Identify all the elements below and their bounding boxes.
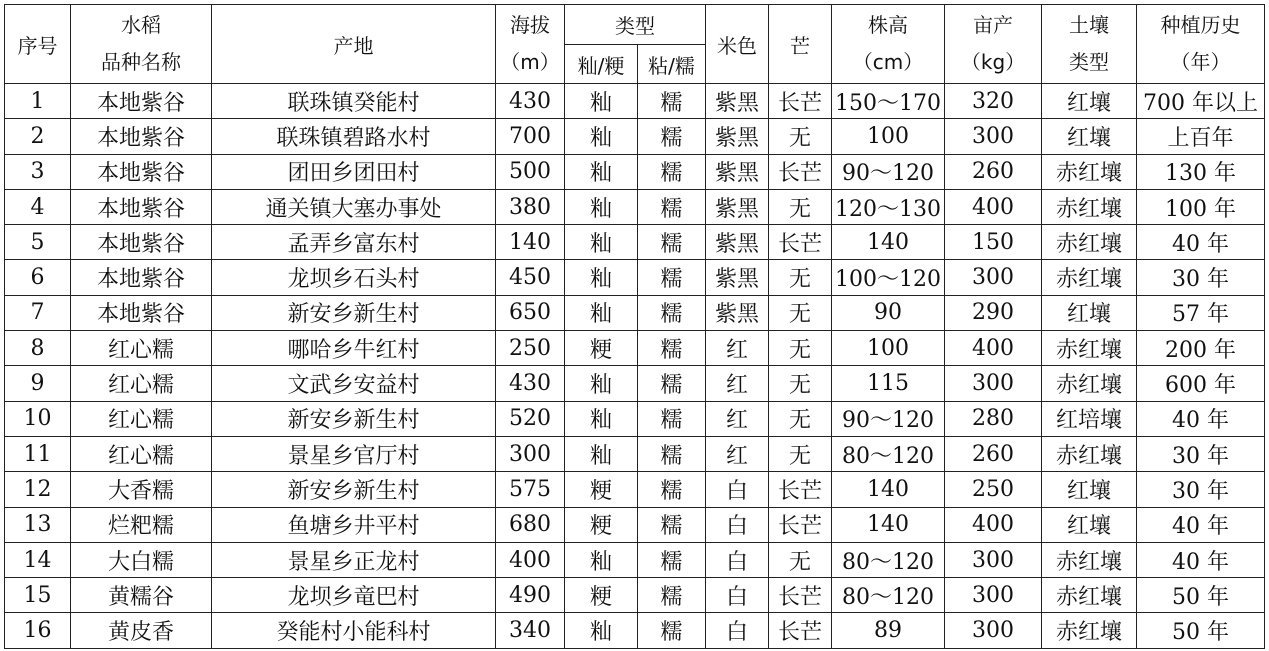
- cell-soil-type: 赤红壤: [1042, 578, 1137, 613]
- cell-origin: 孟弄乡富东村: [212, 225, 496, 260]
- cell-index: 1: [5, 84, 71, 119]
- cell-altitude: 520: [496, 401, 565, 436]
- cell-awn: 无: [769, 189, 832, 224]
- header-color: 米色: [706, 5, 769, 84]
- cell-variety: 大香糯: [71, 472, 212, 507]
- cell-soil-type: 赤红壤: [1042, 225, 1137, 260]
- cell-planting-history: 700 年以上: [1137, 84, 1265, 119]
- cell-yield: 280: [945, 401, 1042, 436]
- cell-yield: 150: [945, 225, 1042, 260]
- cell-variety: 红心糯: [71, 436, 212, 471]
- cell-sticky: 糯: [638, 331, 706, 366]
- cell-awn: 长芒: [769, 225, 832, 260]
- cell-indica-japonica: 籼: [565, 436, 638, 471]
- header-altitude-line1: 海拔: [510, 13, 550, 37]
- cell-origin: 联珠镇癸能村: [212, 84, 496, 119]
- cell-indica-japonica: 籼: [565, 225, 638, 260]
- cell-sticky: 糯: [638, 507, 706, 542]
- table-row: [5, 119, 1265, 154]
- cell-rice-color: 白: [706, 472, 769, 507]
- cell-awn: 无: [769, 401, 832, 436]
- header-awn: 芒: [769, 5, 832, 84]
- header-history-line1: 种植历史: [1160, 13, 1241, 37]
- cell-yield: 260: [945, 154, 1042, 189]
- cell-variety: 本地紫谷: [71, 225, 212, 260]
- cell-planting-history: 50 年: [1137, 578, 1265, 613]
- header-type-sub1: 籼/粳: [565, 45, 638, 84]
- cell-altitude: 140: [496, 225, 565, 260]
- cell-index: 14: [5, 542, 71, 577]
- cell-plant-height: 90～120: [832, 154, 945, 189]
- cell-rice-color: 紫黑: [706, 295, 769, 330]
- cell-altitude: 575: [496, 472, 565, 507]
- cell-rice-color: 紫黑: [706, 225, 769, 260]
- cell-soil-type: 红壤: [1042, 119, 1137, 154]
- header-variety: [71, 5, 212, 84]
- cell-yield: 300: [945, 542, 1042, 577]
- cell-sticky: 糯: [638, 613, 706, 648]
- header-history: [1137, 5, 1265, 84]
- cell-soil-type: 红壤: [1042, 84, 1137, 119]
- cell-plant-height: 120～130: [832, 189, 945, 224]
- cell-soil-type: 赤红壤: [1042, 613, 1137, 648]
- cell-planting-history: 40 年: [1137, 225, 1265, 260]
- cell-sticky: 糯: [638, 472, 706, 507]
- table-header: [5, 5, 1265, 84]
- rice-variety-table: [4, 4, 1265, 649]
- cell-awn: 无: [769, 436, 832, 471]
- cell-soil-type: 赤红壤: [1042, 189, 1137, 224]
- header-origin: 产地: [212, 5, 496, 84]
- header-height: [832, 5, 945, 84]
- cell-altitude: 400: [496, 542, 565, 577]
- cell-planting-history: 600 年: [1137, 366, 1265, 401]
- cell-altitude: 650: [496, 295, 565, 330]
- cell-altitude: 450: [496, 260, 565, 295]
- header-altitude: [496, 5, 565, 84]
- cell-sticky: 糯: [638, 578, 706, 613]
- header-history-line2: （年）: [1170, 50, 1231, 74]
- table-row: [5, 154, 1265, 189]
- cell-plant-height: 80～120: [832, 578, 945, 613]
- header-variety-line2: 品种名称: [101, 50, 181, 74]
- cell-planting-history: 30 年: [1137, 472, 1265, 507]
- cell-origin: 景星乡官厅村: [212, 436, 496, 471]
- cell-plant-height: 80～120: [832, 542, 945, 577]
- cell-variety: 红心糯: [71, 331, 212, 366]
- header-yield-line2: （kg）: [960, 50, 1026, 74]
- rice-variety-table-container: [4, 4, 1264, 649]
- table-row: [5, 366, 1265, 401]
- cell-awn: 长芒: [769, 507, 832, 542]
- header-altitude-line2: （m）: [500, 50, 560, 74]
- cell-variety: 本地紫谷: [71, 154, 212, 189]
- cell-index: 7: [5, 295, 71, 330]
- cell-indica-japonica: 粳: [565, 507, 638, 542]
- header-yield: [945, 5, 1042, 84]
- cell-sticky: 糯: [638, 436, 706, 471]
- cell-variety: 大白糯: [71, 542, 212, 577]
- header-index: 序号: [5, 5, 71, 84]
- cell-altitude: 680: [496, 507, 565, 542]
- cell-origin: 龙坝乡竜巴村: [212, 578, 496, 613]
- cell-yield: 400: [945, 331, 1042, 366]
- cell-plant-height: 140: [832, 472, 945, 507]
- cell-origin: 团田乡团田村: [212, 154, 496, 189]
- cell-indica-japonica: 籼: [565, 295, 638, 330]
- table-row: [5, 436, 1265, 471]
- cell-awn: 长芒: [769, 472, 832, 507]
- cell-plant-height: 100: [832, 119, 945, 154]
- cell-origin: 哪哈乡牛红村: [212, 331, 496, 366]
- table-row: [5, 542, 1265, 577]
- table-row: [5, 613, 1265, 648]
- cell-altitude: 300: [496, 436, 565, 471]
- table-row: [5, 189, 1265, 224]
- cell-sticky: 糯: [638, 119, 706, 154]
- cell-rice-color: 红: [706, 401, 769, 436]
- cell-rice-color: 紫黑: [706, 154, 769, 189]
- cell-index: 15: [5, 578, 71, 613]
- cell-plant-height: 100: [832, 331, 945, 366]
- cell-variety: 本地紫谷: [71, 119, 212, 154]
- cell-awn: 长芒: [769, 84, 832, 119]
- header-soil-line2: 类型: [1069, 50, 1109, 74]
- cell-yield: 400: [945, 507, 1042, 542]
- cell-plant-height: 150～170: [832, 84, 945, 119]
- cell-sticky: 糯: [638, 366, 706, 401]
- cell-indica-japonica: 籼: [565, 542, 638, 577]
- cell-planting-history: 100 年: [1137, 189, 1265, 224]
- cell-awn: 长芒: [769, 578, 832, 613]
- cell-index: 11: [5, 436, 71, 471]
- cell-index: 10: [5, 401, 71, 436]
- cell-origin: 鱼塘乡井平村: [212, 507, 496, 542]
- cell-yield: 400: [945, 189, 1042, 224]
- cell-plant-height: 89: [832, 613, 945, 648]
- cell-indica-japonica: 籼: [565, 119, 638, 154]
- cell-planting-history: 40 年: [1137, 507, 1265, 542]
- table-row: [5, 225, 1265, 260]
- cell-variety: 本地紫谷: [71, 295, 212, 330]
- cell-sticky: 糯: [638, 260, 706, 295]
- cell-origin: 新安乡新生村: [212, 472, 496, 507]
- cell-planting-history: 130 年: [1137, 154, 1265, 189]
- cell-soil-type: 赤红壤: [1042, 542, 1137, 577]
- cell-rice-color: 紫黑: [706, 119, 769, 154]
- cell-index: 12: [5, 472, 71, 507]
- cell-yield: 300: [945, 578, 1042, 613]
- cell-plant-height: 100～120: [832, 260, 945, 295]
- cell-plant-height: 90～120: [832, 401, 945, 436]
- cell-rice-color: 白: [706, 542, 769, 577]
- cell-sticky: 糯: [638, 295, 706, 330]
- cell-rice-color: 紫黑: [706, 189, 769, 224]
- header-soil-line1: 土壤: [1069, 13, 1109, 37]
- cell-rice-color: 红: [706, 436, 769, 471]
- header-type-sub2: 粘/糯: [638, 45, 706, 84]
- cell-altitude: 430: [496, 366, 565, 401]
- cell-index: 5: [5, 225, 71, 260]
- cell-variety: 红心糯: [71, 401, 212, 436]
- cell-awn: 无: [769, 119, 832, 154]
- cell-soil-type: 赤红壤: [1042, 260, 1137, 295]
- cell-awn: 无: [769, 366, 832, 401]
- cell-indica-japonica: 籼: [565, 613, 638, 648]
- cell-altitude: 380: [496, 189, 565, 224]
- cell-awn: 无: [769, 295, 832, 330]
- cell-variety: 本地紫谷: [71, 189, 212, 224]
- cell-indica-japonica: 籼: [565, 260, 638, 295]
- cell-indica-japonica: 粳: [565, 578, 638, 613]
- cell-altitude: 700: [496, 119, 565, 154]
- cell-soil-type: 红培壤: [1042, 401, 1137, 436]
- cell-planting-history: 40 年: [1137, 401, 1265, 436]
- header-type: 类型: [565, 5, 706, 45]
- cell-plant-height: 140: [832, 225, 945, 260]
- cell-rice-color: 紫黑: [706, 260, 769, 295]
- cell-altitude: 500: [496, 154, 565, 189]
- cell-origin: 癸能村小能科村: [212, 613, 496, 648]
- table-row: [5, 260, 1265, 295]
- cell-indica-japonica: 籼: [565, 366, 638, 401]
- cell-yield: 300: [945, 119, 1042, 154]
- cell-altitude: 250: [496, 331, 565, 366]
- cell-indica-japonica: 粳: [565, 331, 638, 366]
- cell-awn: 长芒: [769, 613, 832, 648]
- cell-planting-history: 30 年: [1137, 436, 1265, 471]
- cell-yield: 300: [945, 260, 1042, 295]
- cell-soil-type: 赤红壤: [1042, 436, 1137, 471]
- cell-soil-type: 赤红壤: [1042, 331, 1137, 366]
- table-row: [5, 578, 1265, 613]
- header-height-line2: （cm）: [852, 50, 924, 74]
- table-row: [5, 331, 1265, 366]
- table-row: [5, 401, 1265, 436]
- table-body: [5, 84, 1265, 649]
- cell-sticky: 糯: [638, 154, 706, 189]
- cell-origin: 新安乡新生村: [212, 401, 496, 436]
- cell-index: 2: [5, 119, 71, 154]
- cell-yield: 250: [945, 472, 1042, 507]
- cell-origin: 龙坝乡石头村: [212, 260, 496, 295]
- cell-sticky: 糯: [638, 542, 706, 577]
- cell-awn: 无: [769, 260, 832, 295]
- cell-yield: 300: [945, 613, 1042, 648]
- cell-awn: 无: [769, 331, 832, 366]
- cell-awn: 长芒: [769, 154, 832, 189]
- cell-rice-color: 红: [706, 366, 769, 401]
- cell-planting-history: 30 年: [1137, 260, 1265, 295]
- cell-soil-type: 红壤: [1042, 472, 1137, 507]
- cell-variety: 黄皮香: [71, 613, 212, 648]
- cell-soil-type: 红壤: [1042, 507, 1137, 542]
- cell-planting-history: 57 年: [1137, 295, 1265, 330]
- cell-yield: 320: [945, 84, 1042, 119]
- header-soil: [1042, 5, 1137, 84]
- cell-awn: 无: [769, 542, 832, 577]
- cell-variety: 本地紫谷: [71, 84, 212, 119]
- cell-sticky: 糯: [638, 225, 706, 260]
- cell-index: 16: [5, 613, 71, 648]
- cell-origin: 联珠镇碧路水村: [212, 119, 496, 154]
- cell-indica-japonica: 籼: [565, 401, 638, 436]
- cell-plant-height: 90: [832, 295, 945, 330]
- cell-altitude: 340: [496, 613, 565, 648]
- cell-altitude: 490: [496, 578, 565, 613]
- cell-rice-color: 紫黑: [706, 84, 769, 119]
- table-row: [5, 84, 1265, 119]
- header-yield-line1: 亩产: [973, 13, 1013, 37]
- cell-indica-japonica: 籼: [565, 189, 638, 224]
- cell-indica-japonica: 粳: [565, 472, 638, 507]
- header-height-line1: 株高: [868, 13, 908, 37]
- cell-origin: 通关镇大塞办事处: [212, 189, 496, 224]
- cell-index: 6: [5, 260, 71, 295]
- table-row: [5, 472, 1265, 507]
- cell-yield: 300: [945, 366, 1042, 401]
- cell-soil-type: 红壤: [1042, 295, 1137, 330]
- cell-origin: 景星乡正龙村: [212, 542, 496, 577]
- cell-index: 8: [5, 331, 71, 366]
- table-row: [5, 507, 1265, 542]
- cell-soil-type: 赤红壤: [1042, 154, 1137, 189]
- table-row: [5, 295, 1265, 330]
- cell-variety: 本地紫谷: [71, 260, 212, 295]
- cell-plant-height: 140: [832, 507, 945, 542]
- cell-index: 4: [5, 189, 71, 224]
- cell-rice-color: 白: [706, 578, 769, 613]
- cell-rice-color: 白: [706, 507, 769, 542]
- cell-plant-height: 80～120: [832, 436, 945, 471]
- cell-origin: 新安乡新生村: [212, 295, 496, 330]
- cell-planting-history: 50 年: [1137, 613, 1265, 648]
- cell-altitude: 430: [496, 84, 565, 119]
- cell-index: 3: [5, 154, 71, 189]
- cell-origin: 文武乡安益村: [212, 366, 496, 401]
- cell-planting-history: 40 年: [1137, 542, 1265, 577]
- cell-variety: 黄糯谷: [71, 578, 212, 613]
- cell-planting-history: 200 年: [1137, 331, 1265, 366]
- cell-sticky: 糯: [638, 189, 706, 224]
- cell-planting-history: 上百年: [1137, 119, 1265, 154]
- cell-yield: 290: [945, 295, 1042, 330]
- cell-yield: 260: [945, 436, 1042, 471]
- cell-indica-japonica: 籼: [565, 84, 638, 119]
- cell-soil-type: 赤红壤: [1042, 366, 1137, 401]
- cell-sticky: 糯: [638, 401, 706, 436]
- header-variety-line1: 水稻: [121, 13, 161, 37]
- cell-sticky: 糯: [638, 84, 706, 119]
- cell-index: 13: [5, 507, 71, 542]
- cell-index: 9: [5, 366, 71, 401]
- cell-variety: 烂粑糯: [71, 507, 212, 542]
- cell-rice-color: 红: [706, 331, 769, 366]
- cell-plant-height: 115: [832, 366, 945, 401]
- cell-variety: 红心糯: [71, 366, 212, 401]
- cell-indica-japonica: 籼: [565, 154, 638, 189]
- cell-rice-color: 白: [706, 613, 769, 648]
